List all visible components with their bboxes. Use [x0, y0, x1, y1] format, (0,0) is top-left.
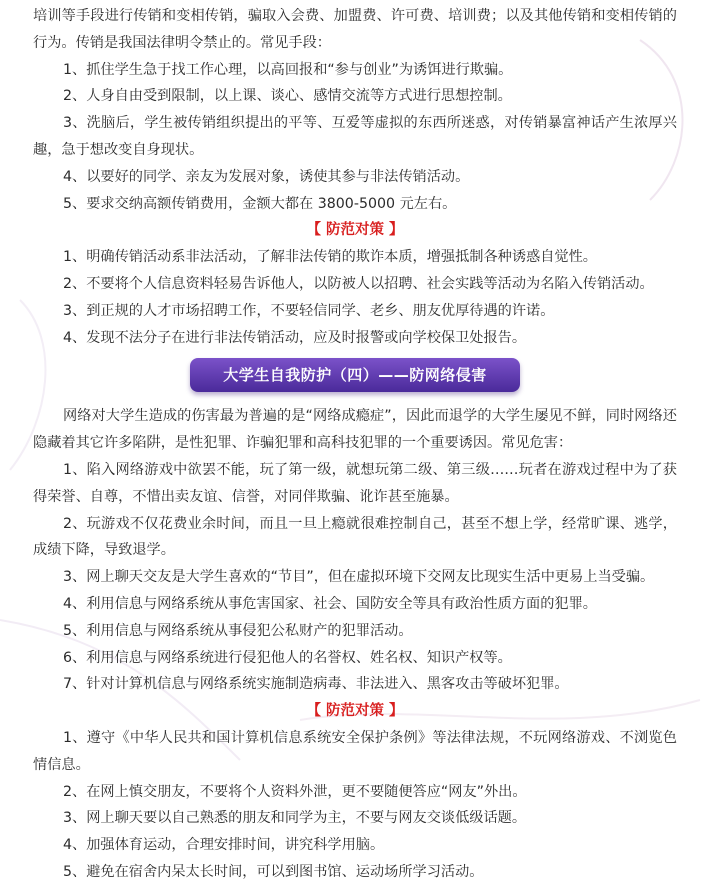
- list-item: 4、加强体育运动，合理安排时间，讲究科学用脑。: [63, 837, 385, 854]
- list-item: 3、网上聊天要以自己熟悉的朋友和同学为主，不要与网友交谈低级话题。: [63, 810, 527, 827]
- list-item: 2、不要将个人信息资料轻易告诉他人，以防被人以招聘、社会实践等活动为名陷入传销活动。: [63, 275, 654, 292]
- list-item: 7、针对计算机信息与网络系统实施制造病毒、非法进入、黑客攻击等破坏犯罪。: [63, 676, 569, 693]
- list-item: 5、利用信息与网络系统从事侵犯公私财产的犯罪活动。: [63, 622, 413, 639]
- list-item: 2、在网上慎交朋友，不要将个人资料外泄，更不要随便答应“网友”外出。: [63, 783, 527, 800]
- list-item: 1、遵守《中华人民共和国计算机信息系统安全保护条例》等法律法规，不玩网络游戏、不浏览色情信息。: [33, 729, 677, 773]
- section-title-banner: 大学生自我防护（四）——防网络侵害: [190, 358, 520, 392]
- list-item: 3、网上聊天交友是大学生喜欢的“节目”，但在虚拟环境下交网友比现实生活中更易上当受骗。: [63, 569, 655, 586]
- list-item: 4、以要好的同学、亲友为发展对象，诱使其参与非法传销活动。: [63, 168, 470, 185]
- measures-heading: 【 防范对策 】: [306, 222, 404, 239]
- section-banner-container: [33, 358, 677, 394]
- paragraph: 培训等手段进行传销和变相传销，骗取入会费、加盟费、许可费、培训费；以及其他传销和变相传销的行为。传销是我国法律明令禁止的。常见手段：: [33, 8, 677, 51]
- list-item: 3、到正规的人才市场招聘工作，不要轻信同学、老乡、朋友优厚待遇的许诺。: [63, 302, 555, 319]
- list-item: 1、抓住学生急于找工作心理，以高回报和“参与创业”为诱饵进行欺骗。: [63, 61, 513, 78]
- list-item: 1、明确传销活动系非法活动，了解非法传销的欺诈本质，增强抵制各种诱惑自觉性。: [63, 249, 597, 266]
- list-item: 5、避免在宿舍内呆太长时间，可以到图书馆、运动场所学习活动。: [63, 863, 484, 880]
- list-item: 2、人身自由受到限制，以上课、谈心、感情交流等方式进行思想控制。: [63, 88, 512, 105]
- list-item: 1、陷入网络游戏中欲罢不能，玩了第一级，就想玩第二级、第三级……玩者在游戏过程中为了获得荣誉、自尊，不惜出卖友谊、信誉，对同伴欺骗、讹诈甚至施暴。: [33, 461, 677, 505]
- list-item: 6、利用信息与网络系统进行侵犯他人的名誉权、姓名权、知识产权等。: [63, 649, 512, 666]
- list-item: 4、发现不法分子在进行非法传销活动，应及时报警或向学校保卫处报告。: [63, 329, 527, 346]
- paragraph: 网络对大学生造成的伤害最为普遍的是“网络成瘾症”，因此而退学的大学生屡见不鲜，同时网络还隐藏着其它许多陷阱，是性犯罪、诈骗犯罪和高科技犯罪的一个重要诱因。常见危害：: [33, 408, 677, 452]
- list-item: 3、洗脑后，学生被传销组织提出的平等、互爱等虚拟的东西所迷惑，对传销暴富神话产生浓厚兴趣，急于想改变自身现状。: [33, 115, 677, 158]
- list-item: 4、利用信息与网络系统从事危害国家、社会、国防安全等具有政治性质方面的犯罪。: [63, 595, 597, 612]
- list-item: 2、玩游戏不仅花费业余时间，而且一旦上瘾就很难控制自己，甚至不想上学，经常旷课、逃学，成绩下降，导致退学。: [33, 515, 677, 559]
- measures-heading: 【 防范对策 】: [306, 703, 404, 720]
- list-item: 5、要求交纳高额传销费用，金额大都在 3800-5000 元左右。: [63, 195, 457, 212]
